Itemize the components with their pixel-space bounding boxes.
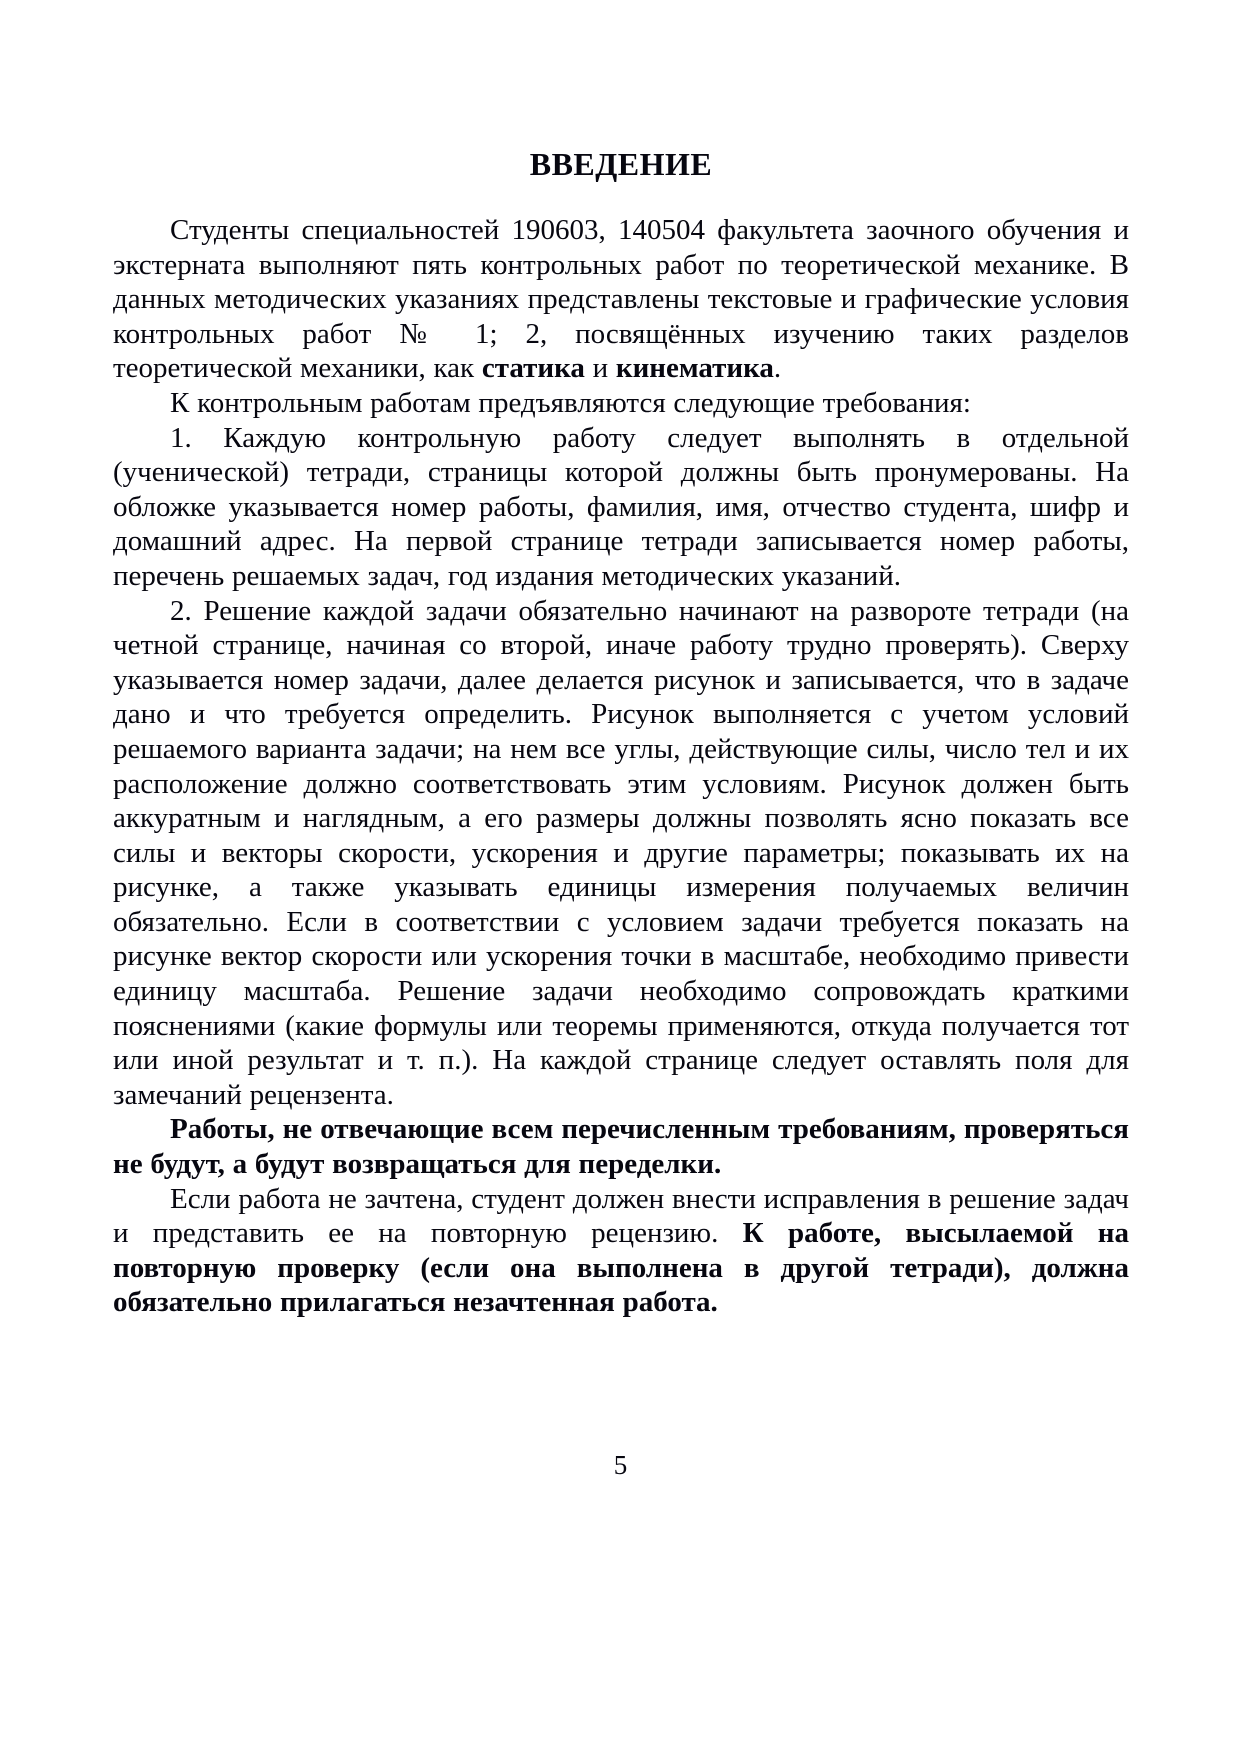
paragraph-intro [113, 213, 1129, 386]
paragraph-resubmission [113, 1182, 1129, 1320]
paragraph-requirement-1 [113, 421, 1129, 594]
text-run-bold-resubmission: К работе, высылаемой на повторную проверку (если она выполнена в другой тетради), должна обязательно прилагаться незачтенная работа. [113, 1217, 1129, 1319]
text-column [113, 146, 1129, 1320]
text-run: Если работа не зачтена, студент должен внести исправления в решение задач и представить ее на повторную рецензию. [113, 1182, 1129, 1250]
page-number: 5 [613, 1450, 628, 1480]
text-run: К контрольным работам предъявляются следующие требования: [170, 386, 971, 419]
paragraph-requirement-2 [113, 594, 1129, 1113]
text-run: 2. Решение каждой задачи обязательно начинают на развороте тетради (на четной странице, начиная со второй, иначе работу трудно проверять). Сверху указывается номер задачи, далее делается рисунок и записывается, что в задаче дано и что требуется определить. Рисунок выполняется с учетом условий решаемого варианта задачи; на нем все углы, действующие силы, число тел и их расположение должно соответствовать этим условиям. Рисунок должен быть аккуратным и наглядным, а его размеры должны позволять ясно показать все силы и векторы скорости, ускорения и другие параметры; показывать их на рисунке, а также указывать единицы измерения получаемых величин обязательно. Если в соответствии с условием задачи требуется показать на рисунке вектор скорости или ускорения точки в масштабе, необходимо привести единицу масштаба. Решение задачи необходимо сопровождать краткими пояснениями (какие формулы или теоремы применяются, откуда получается тот или иной результат и т. п.). На каждой странице следует оставлять поля для замечаний рецензента. [113, 594, 1129, 1111]
text-run: . [773, 352, 782, 385]
page-title: ВВЕДЕНИЕ [529, 146, 713, 182]
paragraph-requirements-lead [113, 386, 1129, 421]
text-run-bold-statika: статика [481, 352, 585, 385]
document-body [113, 213, 1129, 1320]
text-run-bold-kinematika: кинематика [615, 352, 774, 385]
text-run: Студенты специальностей 190603, 140504 факультета заочного обучения и экстерната выполняют пять контрольных работ по теоретической механике. В данных методических указаниях представлены текстовые и графические условия контрольных работ № 1; 2, посвящённых изучению таких разделов теоретической механики, как [113, 214, 1129, 385]
text-run-bold-warning: Работы, не отвечающие всем перечисленным требованиям, проверяться не будут, а будут возвращаться для переделки. [113, 1113, 1129, 1181]
text-run: и [584, 352, 616, 385]
text-run: 1. Каждую контрольную работу следует выполнять в отдельной (ученической) тетради, страницы которой должны быть пронумерованы. На обложке указывается номер работы, фамилия, имя, отчество студента, шифр и домашний адрес. На первой странице тетради записывается номер работы, перечень решаемых задач, год издания методических указаний. [113, 421, 1129, 592]
paragraph-warning [113, 1112, 1129, 1181]
